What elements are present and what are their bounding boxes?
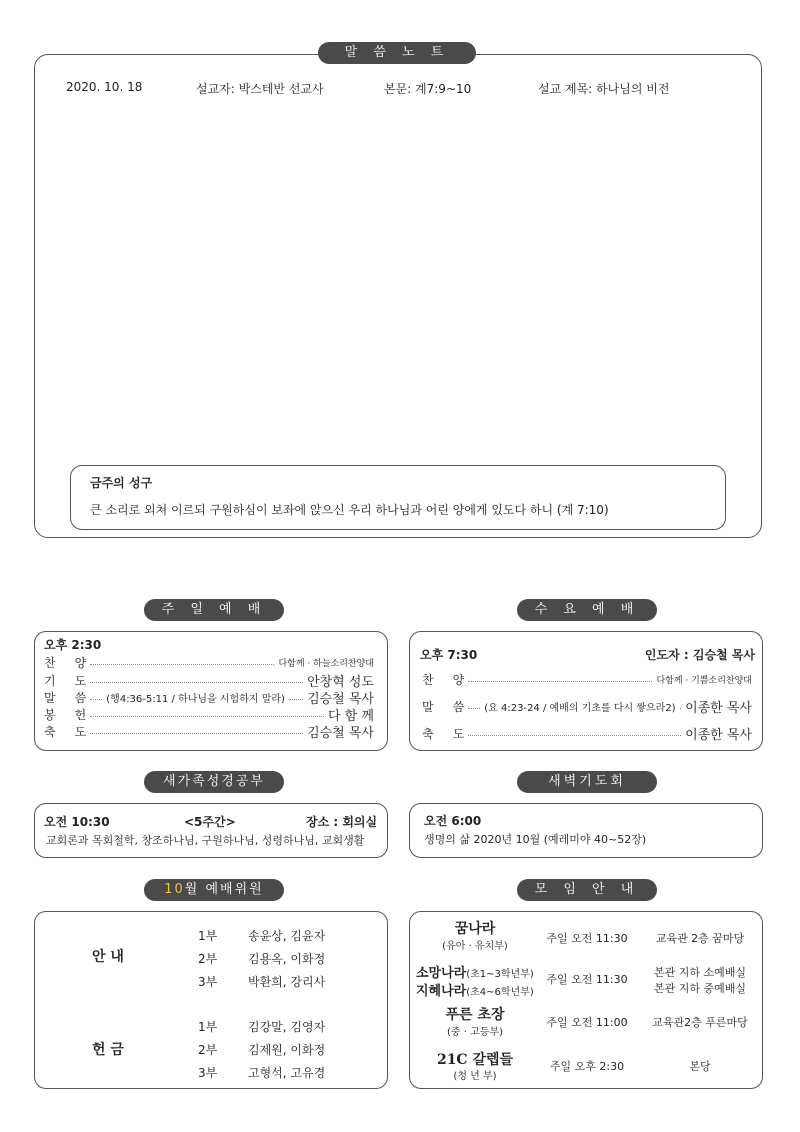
sermon-note-title: 말 씀 노 트: [318, 42, 476, 64]
family-bible-box: [34, 803, 388, 858]
sunday-row-person: 안창혁 성도: [307, 675, 374, 690]
meeting-2-name: [416, 962, 534, 981]
meeting-3-name: 푸른 초장: [445, 1007, 505, 1023]
family-bible-weeks: <5주간>: [184, 815, 236, 829]
meeting-3-sub: (중 · 고등부): [447, 1027, 503, 1038]
committee-offering-names: 김강말, 김영자: [248, 1020, 326, 1034]
committee-title-text: 월 예배위원: [184, 882, 264, 897]
verse-text: 큰 소리로 외쳐 이르되 구원하심이 보좌에 앉으신 우리 하나님과 어린 양에게 있도다 하니 (계 7:10): [90, 503, 609, 517]
meeting-1-time: 주일 오전 11:30: [546, 932, 628, 945]
sunday-service-title: 주 일 예 배: [144, 599, 284, 621]
committee-guide-part: 3부: [198, 975, 218, 989]
wednesday-row-label: 말 씀: [422, 700, 465, 714]
family-bible-time: 오전 10:30: [44, 815, 110, 829]
committee-guide-names: 박환희, 강리사: [248, 975, 326, 989]
wednesday-time: 오후 7:30: [420, 648, 478, 662]
meeting-1-sub: (유아 · 유치부): [442, 941, 508, 952]
verse-box: [70, 465, 726, 530]
family-bible-topics: 교회론과 목회철학, 창조하나님, 구원하나님, 성령하나님, 교회생활: [46, 834, 365, 847]
wednesday-row-person: 이종한 목사: [685, 728, 752, 743]
sunday-row-person: 김승철 목사: [307, 726, 374, 741]
sunday-row: [44, 722, 374, 741]
meeting-2-name-a: 소망나라: [416, 966, 467, 981]
meeting-3-place: 교육관2층 푸른마당: [652, 1016, 748, 1029]
wednesday-row: [422, 724, 752, 743]
sunday-row-label: 봉 헌: [44, 708, 87, 722]
meeting-2-place-b: 본관 지하 중예배실: [653, 982, 746, 995]
sunday-row-label: 축 도: [44, 725, 87, 739]
meetings-title: 모 임 안 내: [517, 879, 657, 901]
sunday-row-person: 다 함 께: [328, 709, 374, 724]
sunday-row-label: 말 씀: [44, 691, 87, 705]
sermon-text: 본문: 계7:9~10: [384, 82, 472, 96]
leader-dots: [90, 699, 102, 700]
dawn-desc: 생명의 삶 2020년 10월 (예레미야 40~52장): [424, 833, 647, 846]
committee-offering-names: 고형석, 고유경: [248, 1066, 326, 1080]
sunday-row-scripture: (행4:36-5:11 / 하나님을 시험하지 말라): [106, 694, 285, 705]
sunday-row-label: 찬 양: [44, 656, 87, 670]
meeting-2-sub-b: (초4~6학년부): [466, 987, 534, 998]
wednesday-leader: 인도자 : 김승철 목사: [644, 648, 755, 662]
meeting-1-name: 꿈나라: [454, 921, 496, 937]
committee-offering-part: 2부: [198, 1043, 218, 1057]
leader-dots: [90, 716, 324, 717]
committee-offering-part: 3부: [198, 1066, 218, 1080]
committee-offering-names: 김제원, 이화정: [248, 1043, 326, 1057]
dawn-prayer-title: 새벽기도회: [517, 771, 657, 793]
leader-dots: [468, 735, 681, 736]
wednesday-row-person: 다함께 · 기쁨소리찬양대: [656, 676, 752, 686]
meeting-2-time: 주일 오전 11:30: [546, 973, 628, 986]
sunday-row: [44, 654, 374, 671]
leader-dots: [90, 682, 303, 683]
verse-title: 금주의 성구: [90, 476, 153, 490]
committee-guide-names: 김용옥, 이화정: [248, 952, 326, 966]
meeting-4-name: 21C 갈렙들: [436, 1052, 514, 1068]
meeting-3-time: 주일 오전 11:00: [546, 1016, 628, 1029]
family-bible-title: 새가족성경공부: [144, 771, 284, 793]
sunday-row-person: 김승철 목사: [307, 692, 374, 707]
committee-guide-names: 송윤상, 김윤자: [248, 929, 326, 943]
committee-offering-label: 헌 금: [92, 1042, 124, 1058]
leader-dots: [468, 708, 480, 709]
committee-month: 10: [164, 882, 185, 897]
sermon-title: 설교 제목: 하나님의 비전: [538, 82, 670, 96]
leader-dots: [90, 733, 303, 734]
committee-title: [144, 879, 284, 901]
committee-guide-part: 2부: [198, 952, 218, 966]
sunday-time: 오후 2:30: [44, 638, 102, 652]
wednesday-row-scripture: (요 4:23-24 / 예배의 기초를 다시 쌓으라2): [484, 703, 676, 714]
meeting-4-time: 주일 오후 2:30: [549, 1060, 625, 1073]
committee-guide-label: 안 내: [92, 949, 124, 965]
meeting-4-sub: (청 년 부): [453, 1071, 497, 1082]
dawn-time: 오전 6:00: [424, 814, 482, 828]
meeting-2-sub-a: (초1~3학년부): [466, 969, 534, 980]
committee-offering-part: 1부: [198, 1020, 218, 1034]
leader-dots: [90, 664, 274, 665]
sermon-date: 2020. 10. 18: [66, 80, 143, 94]
sunday-row-person: 다함께 · 하늘소리찬양대: [278, 659, 374, 669]
meeting-4-place: 본당: [689, 1060, 711, 1073]
leader-dots: [289, 699, 303, 700]
wednesday-row: [422, 671, 752, 688]
wednesday-service-title: 수 요 예 배: [517, 599, 657, 621]
family-bible-place: 장소 : 회의실: [306, 815, 378, 829]
wednesday-row-label: 찬 양: [422, 673, 465, 687]
meeting-2-place-a: 본관 지하 소예배실: [653, 966, 746, 979]
meeting-1-place: 교육관 2층 꿈마당: [655, 932, 745, 945]
committee-guide-part: 1부: [198, 929, 218, 943]
meeting-2-name-b-row: [416, 980, 534, 999]
leader-dots: [468, 681, 652, 682]
wednesday-row-person: 이종한 목사: [685, 701, 752, 716]
meeting-2-name-b: 지혜나라: [416, 984, 467, 999]
sermon-preacher: 설교자: 박스테반 선교사: [196, 82, 324, 96]
leader-dots: [680, 708, 681, 709]
wednesday-row-label: 축 도: [422, 727, 465, 741]
sunday-row-label: 기 도: [44, 674, 87, 688]
wednesday-row: [422, 697, 752, 716]
